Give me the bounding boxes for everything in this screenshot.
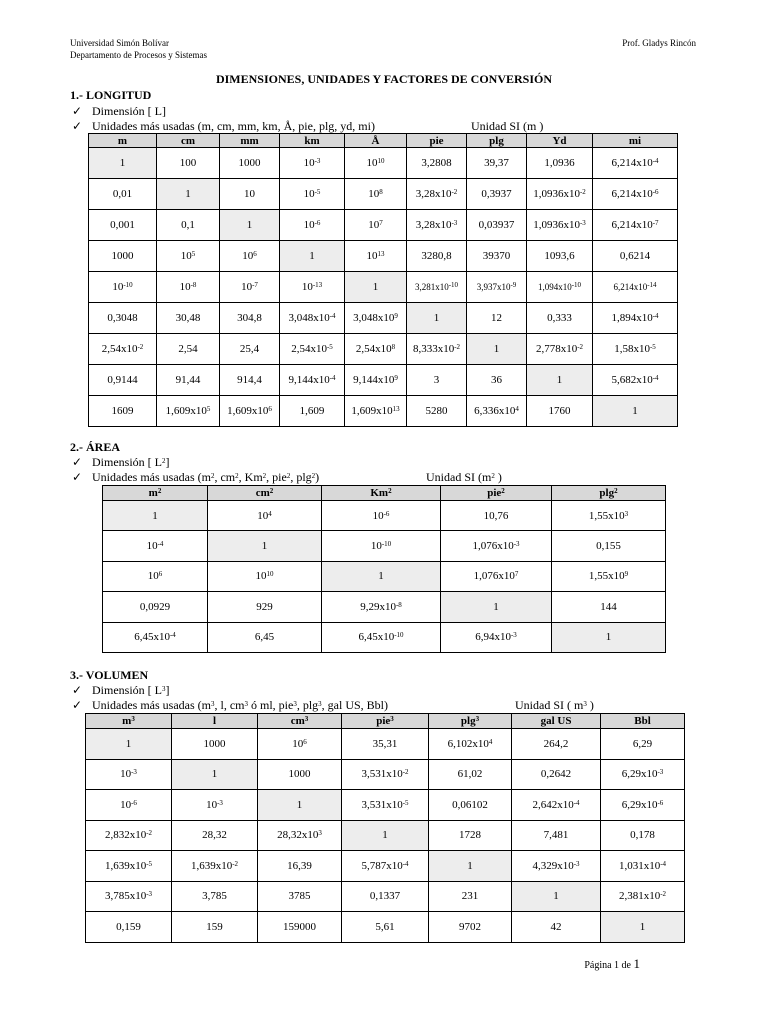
table-cell: 36 xyxy=(467,365,527,396)
table-cell: 28,32 xyxy=(172,820,258,851)
page-number-prefix: Página 1 de xyxy=(584,960,631,971)
units-line-volumen xyxy=(72,698,388,713)
table-cell: $10^{-3}$ xyxy=(280,148,345,179)
checkmark-icon: ✓ xyxy=(72,470,83,484)
conversion-table-area xyxy=(102,485,666,653)
units-text: Unidades más usadas ($m^3$, l, $cm^3$ ó ml, pie$^3$, plg$^3$, gal US, Bbl) xyxy=(92,698,388,712)
table-row xyxy=(89,334,678,365)
section-heading-area: 2.- ÁREA xyxy=(70,440,120,454)
table-cell: 3 xyxy=(407,365,467,396)
table-row xyxy=(89,179,678,210)
column-header: cm xyxy=(157,134,220,148)
table-cell: $10^{-3}$ xyxy=(86,759,172,790)
table-cell: 1000 xyxy=(89,241,157,272)
units-line-area xyxy=(72,470,319,485)
table-cell: $9,144x10^{-4}$ xyxy=(280,365,345,396)
table-cell: 35,31 xyxy=(342,729,429,760)
table-cell: $10^{-6}$ xyxy=(86,790,172,821)
table-cell: 7,481 xyxy=(512,820,601,851)
column-header: gal US xyxy=(512,714,601,729)
table-cell: 1 xyxy=(467,334,527,365)
table-cell: $3,28x10^{-2}$ xyxy=(407,179,467,210)
table-row xyxy=(103,622,666,652)
table-cell: 1 xyxy=(258,790,342,821)
table-cell: $3,531x10^{-2}$ xyxy=(342,759,429,790)
table-cell: $10^{-4}$ xyxy=(103,531,208,561)
table-cell: 30,48 xyxy=(157,303,220,334)
table-cell: 0,178 xyxy=(601,820,685,851)
table-cell: 914,4 xyxy=(220,365,280,396)
table-cell: $2,54x10^{-2}$ xyxy=(89,334,157,365)
table-cell: $10^{10}$ xyxy=(345,148,407,179)
dimension-line-longitud xyxy=(72,104,166,119)
table-row xyxy=(103,561,666,591)
column-header: mm xyxy=(220,134,280,148)
table-cell: 61,02 xyxy=(429,759,512,790)
table-row xyxy=(89,241,678,272)
table-cell: 1 xyxy=(601,912,685,943)
table-cell: 1 xyxy=(429,851,512,882)
table-cell: 0,1 xyxy=(157,210,220,241)
checkmark-icon: ✓ xyxy=(72,455,83,469)
table-cell: $2,778x10^{-2}$ xyxy=(527,334,593,365)
table-row xyxy=(89,303,678,334)
table-cell: 3280,8 xyxy=(407,241,467,272)
table-cell: $3,048x10^{-4}$ xyxy=(280,303,345,334)
conversion-table-volumen xyxy=(85,713,685,943)
table-cell: $1,609x10^6$ xyxy=(220,396,280,427)
table-row xyxy=(103,592,666,622)
table-cell: 1 xyxy=(527,365,593,396)
table-cell: 42 xyxy=(512,912,601,943)
table-cell: $3,937x10^{-9}$ xyxy=(467,272,527,303)
table-cell: 1 xyxy=(345,272,407,303)
table-cell: $8,333x10^{-2}$ xyxy=(407,334,467,365)
table-cell: $6,94x10^{-3}$ xyxy=(441,622,552,652)
table-row xyxy=(103,501,666,531)
table-cell: 1 xyxy=(157,179,220,210)
table-cell: 1 xyxy=(86,729,172,760)
table-cell: 5280 xyxy=(407,396,467,427)
table-cell: $1,894x10^{-4}$ xyxy=(593,303,678,334)
table-cell: 39,37 xyxy=(467,148,527,179)
column-header: $m^2$ xyxy=(103,486,208,501)
table-cell: 1000 xyxy=(172,729,258,760)
column-header: Km$^2$ xyxy=(322,486,441,501)
table-cell: $1,639x10^{-2}$ xyxy=(172,851,258,882)
table-cell: 231 xyxy=(429,881,512,912)
table-cell: 10 xyxy=(220,179,280,210)
table-cell: $5,787x10^{-4}$ xyxy=(342,851,429,882)
checkmark-icon: ✓ xyxy=(72,119,83,133)
table-row xyxy=(86,881,685,912)
page-number-total: 1 xyxy=(633,956,640,971)
table-cell: 0,001 xyxy=(89,210,157,241)
table-cell: $3,785x10^{-3}$ xyxy=(86,881,172,912)
table-cell: 159 xyxy=(172,912,258,943)
table-cell: 144 xyxy=(552,592,666,622)
table-cell: $10^{13}$ xyxy=(345,241,407,272)
table-cell: 1 xyxy=(89,148,157,179)
table-cell: 1 xyxy=(103,501,208,531)
table-row xyxy=(86,851,685,882)
table-cell: $4,329x10^{-3}$ xyxy=(512,851,601,882)
table-cell: $1,076x10^{-3}$ xyxy=(441,531,552,561)
table-row xyxy=(89,396,678,427)
table-cell: 0,159 xyxy=(86,912,172,943)
table-cell: 1 xyxy=(552,622,666,652)
table-cell: 91,44 xyxy=(157,365,220,396)
column-header: Å xyxy=(345,134,407,148)
table-cell: 5,61 xyxy=(342,912,429,943)
table-cell: 1 xyxy=(322,561,441,591)
table-cell: $1,094x10^{-10}$ xyxy=(527,272,593,303)
dimension-text: Dimensión [ $L^3$] xyxy=(92,683,170,697)
table-cell: $3,28x10^{-3}$ xyxy=(407,210,467,241)
table-cell: 1093,6 xyxy=(527,241,593,272)
units-line-longitud xyxy=(72,119,375,134)
table-cell: $1,55x10^3$ xyxy=(552,501,666,531)
page-number xyxy=(584,956,640,972)
si-unit-volumen: Unidad SI ( $m^3$ ) xyxy=(515,698,594,712)
table-cell: $6,214x10^{-6}$ xyxy=(593,179,678,210)
table-cell: $1,609x10^{13}$ xyxy=(345,396,407,427)
conversion-table-longitud xyxy=(88,133,678,427)
table-row xyxy=(89,272,678,303)
table-header-row xyxy=(86,714,685,729)
table-row xyxy=(89,210,678,241)
units-text: Unidades más usadas (m, cm, mm, km, Å, pie, plg, yd, mi) xyxy=(92,119,375,133)
table-cell: 304,8 xyxy=(220,303,280,334)
table-cell: 1728 xyxy=(429,820,512,851)
table-cell: 0,03937 xyxy=(467,210,527,241)
table-cell: 0,3937 xyxy=(467,179,527,210)
table-cell: 0,01 xyxy=(89,179,157,210)
table-cell: $6,214x10^{-4}$ xyxy=(593,148,678,179)
column-header: plg xyxy=(467,134,527,148)
header-left xyxy=(70,37,207,61)
table-cell: 100 xyxy=(157,148,220,179)
table-cell: $6,214x10^{-14}$ xyxy=(593,272,678,303)
table-cell: $2,54x10^8$ xyxy=(345,334,407,365)
table-cell: 6,45 xyxy=(208,622,322,652)
table-cell: $9,29x10^{-8}$ xyxy=(322,592,441,622)
checkmark-icon: ✓ xyxy=(72,104,83,118)
table-cell: 0,06102 xyxy=(429,790,512,821)
table-cell: 0,1337 xyxy=(342,881,429,912)
dimension-text: Dimensión [ $L^2$] xyxy=(92,455,170,469)
column-header: $cm^2$ xyxy=(208,486,322,501)
table-cell: $6,102x10^4$ xyxy=(429,729,512,760)
table-cell: $1,639x10^{-5}$ xyxy=(86,851,172,882)
table-cell: $10^4$ xyxy=(208,501,322,531)
table-cell: 1 xyxy=(208,531,322,561)
table-cell: 0,333 xyxy=(527,303,593,334)
units-text: Unidades más usadas ($m^2$, $cm^2$, Km$^2$, pie$^2$, plg$^2$) xyxy=(92,470,320,484)
table-cell: 1 xyxy=(407,303,467,334)
table-cell: 6,29 xyxy=(601,729,685,760)
table-cell: 0,6214 xyxy=(593,241,678,272)
table-cell: 9702 xyxy=(429,912,512,943)
table-cell: $10^5$ xyxy=(157,241,220,272)
table-cell: 1760 xyxy=(527,396,593,427)
table-cell: $1,58x10^{-5}$ xyxy=(593,334,678,365)
table-cell: 1 xyxy=(172,759,258,790)
table-cell: 1 xyxy=(512,881,601,912)
table-cell: $28,32x10^3$ xyxy=(258,820,342,851)
table-cell: 929 xyxy=(208,592,322,622)
column-header: pie$^2$ xyxy=(441,486,552,501)
table-cell: $10^{-13}$ xyxy=(280,272,345,303)
column-header: Bbl xyxy=(601,714,685,729)
table-cell: 1,0936 xyxy=(527,148,593,179)
dimension-text: Dimensión [ L] xyxy=(92,104,166,118)
table-cell: 3785 xyxy=(258,881,342,912)
table-cell: $3,048x10^9$ xyxy=(345,303,407,334)
table-cell: $10^{10}$ xyxy=(208,561,322,591)
table-cell: $6,45x10^{-4}$ xyxy=(103,622,208,652)
table-cell: $10^{-7}$ xyxy=(220,272,280,303)
table-cell: $10^{-5}$ xyxy=(280,179,345,210)
si-unit-area: Unidad SI ($m^2$ ) xyxy=(426,470,502,484)
table-cell: 10,76 xyxy=(441,501,552,531)
table-cell: $10^6$ xyxy=(220,241,280,272)
table-cell: $1,076x10^7$ xyxy=(441,561,552,591)
table-cell: 0,155 xyxy=(552,531,666,561)
table-cell: $2,381x10^{-2}$ xyxy=(601,881,685,912)
table-cell: 3,785 xyxy=(172,881,258,912)
table-cell: 159000 xyxy=(258,912,342,943)
table-row xyxy=(86,790,685,821)
table-cell: 16,39 xyxy=(258,851,342,882)
table-cell: $10^{-3}$ xyxy=(172,790,258,821)
column-header: pie xyxy=(407,134,467,148)
table-cell: $6,214x10^{-7}$ xyxy=(593,210,678,241)
column-header: pie$^3$ xyxy=(342,714,429,729)
table-cell: 1 xyxy=(220,210,280,241)
table-header-row xyxy=(89,134,678,148)
department-name: Departamento de Procesos y Sistemas xyxy=(70,50,207,60)
table-header-row xyxy=(103,486,666,501)
table-cell: $10^7$ xyxy=(345,210,407,241)
column-header: plg$^3$ xyxy=(429,714,512,729)
table-row xyxy=(86,729,685,760)
table-cell: $10^{-10}$ xyxy=(322,531,441,561)
column-header: Yd xyxy=(527,134,593,148)
checkmark-icon: ✓ xyxy=(72,683,83,697)
table-cell: $1,031x10^{-4}$ xyxy=(601,851,685,882)
table-cell: $10^{-8}$ xyxy=(157,272,220,303)
table-cell: 1 xyxy=(593,396,678,427)
university-name: Universidad Simón Bolívar xyxy=(70,38,169,48)
table-cell: 264,2 xyxy=(512,729,601,760)
table-cell: $3,531x10^{-5}$ xyxy=(342,790,429,821)
table-cell: $2,832x10^{-2}$ xyxy=(86,820,172,851)
table-cell: 1 xyxy=(441,592,552,622)
dimension-line-volumen xyxy=(72,683,170,698)
table-row xyxy=(86,820,685,851)
table-cell: 3,2808 xyxy=(407,148,467,179)
table-row xyxy=(89,148,678,179)
table-row xyxy=(89,365,678,396)
table-row xyxy=(103,531,666,561)
table-cell: $6,29x10^{-3}$ xyxy=(601,759,685,790)
table-cell: $6,29x10^{-6}$ xyxy=(601,790,685,821)
table-cell: $10^{-10}$ xyxy=(89,272,157,303)
professor-name: Prof. Gladys Rincón xyxy=(622,38,696,48)
table-row xyxy=(86,759,685,790)
table-cell: $10^8$ xyxy=(345,179,407,210)
table-cell: 0,9144 xyxy=(89,365,157,396)
page-title: DIMENSIONES, UNIDADES Y FACTORES DE CONVERSIÓN xyxy=(215,72,553,86)
table-cell: $1,0936x10^{-2}$ xyxy=(527,179,593,210)
table-cell: $6,45x10^{-10}$ xyxy=(322,622,441,652)
column-header: $m^3$ xyxy=(86,714,172,729)
table-cell: $10^6$ xyxy=(103,561,208,591)
table-cell: $10^6$ xyxy=(258,729,342,760)
table-cell: $10^{-6}$ xyxy=(280,210,345,241)
table-cell: $1,0936x10^{-3}$ xyxy=(527,210,593,241)
column-header: km xyxy=(280,134,345,148)
table-cell: $6,336x10^4$ xyxy=(467,396,527,427)
table-cell: $9,144x10^9$ xyxy=(345,365,407,396)
column-header: l xyxy=(172,714,258,729)
table-cell: $1,55x10^9$ xyxy=(552,561,666,591)
column-header: plg$^2$ xyxy=(552,486,666,501)
table-cell: $2,642x10^{-4}$ xyxy=(512,790,601,821)
table-cell: 1000 xyxy=(258,759,342,790)
table-cell: 0,3048 xyxy=(89,303,157,334)
column-header: mi xyxy=(593,134,678,148)
table-cell: 25,4 xyxy=(220,334,280,365)
table-cell: 0,2642 xyxy=(512,759,601,790)
checkmark-icon: ✓ xyxy=(72,698,83,712)
table-cell: $2,54x10^{-5}$ xyxy=(280,334,345,365)
table-cell: 2,54 xyxy=(157,334,220,365)
table-cell: $5,682x10^{-4}$ xyxy=(593,365,678,396)
table-row xyxy=(86,912,685,943)
si-unit-longitud: Unidad SI (m ) xyxy=(471,119,544,133)
table-cell: $3,281x10^{-10}$ xyxy=(407,272,467,303)
table-cell: 1609 xyxy=(89,396,157,427)
table-cell: 1000 xyxy=(220,148,280,179)
column-header: $cm^3$ xyxy=(258,714,342,729)
table-cell: $10^{-6}$ xyxy=(322,501,441,531)
table-cell: 0,0929 xyxy=(103,592,208,622)
table-cell: 1 xyxy=(280,241,345,272)
section-heading-volumen: 3.- VOLUMEN xyxy=(70,668,149,682)
column-header: m xyxy=(89,134,157,148)
table-cell: 1,609 xyxy=(280,396,345,427)
table-cell: 39370 xyxy=(467,241,527,272)
table-cell: $1,609x10^5$ xyxy=(157,396,220,427)
table-cell: 12 xyxy=(467,303,527,334)
dimension-line-area xyxy=(72,455,170,470)
table-cell: 1 xyxy=(342,820,429,851)
section-heading-longitud: 1.- LONGITUD xyxy=(70,88,152,102)
